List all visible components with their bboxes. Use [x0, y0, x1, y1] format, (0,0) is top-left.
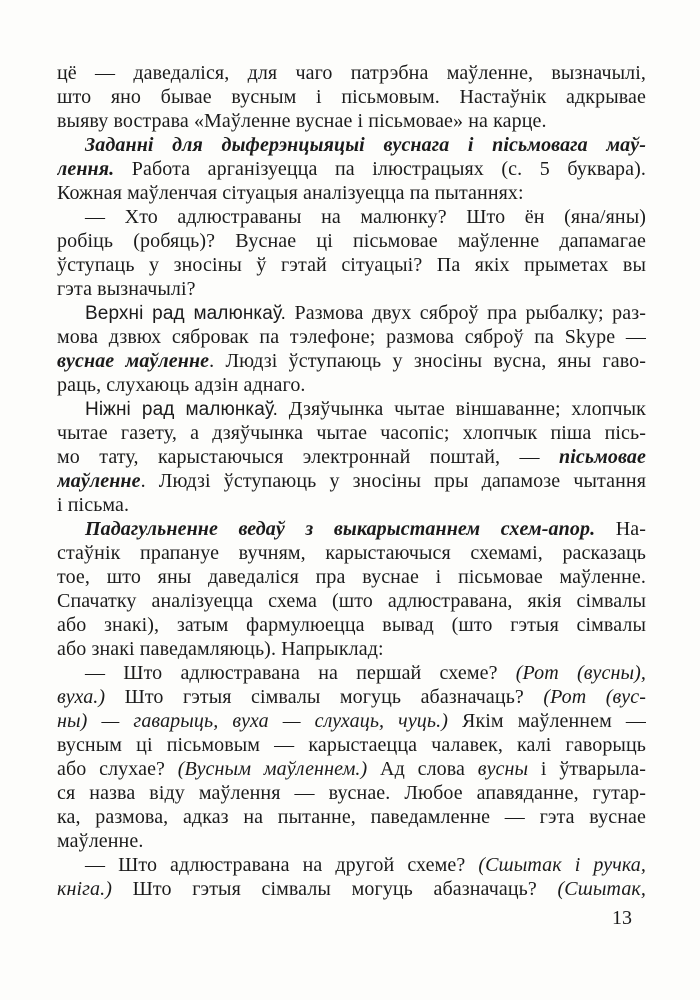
- text-line: [57, 469, 646, 493]
- text-line: [57, 133, 646, 157]
- text-run: што яно бывае вусным і пісьмовым. Настаўнік адкрывае: [57, 86, 646, 108]
- text-run: Што гэтыя сімвалы могуць абазначаць?: [105, 686, 544, 708]
- text-line: [57, 253, 646, 277]
- text-run: ся назва віду маўлення — вуснае. Любое апавяданне, гутар-: [57, 782, 646, 804]
- text-run: лення.: [57, 158, 115, 180]
- text-line: [57, 397, 646, 421]
- text-run: маўленне.: [57, 830, 144, 852]
- text-run: пісьмовае: [559, 446, 646, 468]
- text-line: [57, 853, 646, 877]
- text-run: вусным ці пісьмовым — карыстаецца чалавек, калі гаворыць: [57, 734, 646, 756]
- text-line: [57, 733, 646, 757]
- text-line: [57, 661, 646, 685]
- text-run: На-: [595, 518, 646, 540]
- text-line: [57, 205, 646, 229]
- text-run: Падагульненне ведаў з выкарыстаннем схем-апор.: [85, 518, 596, 540]
- text-run: або знакі), затым фармулюецца вывад (што гэтыя сімвалы: [57, 614, 646, 636]
- text-run: ка, размова, адказ на пытанне, паведамленне — гэта вуснае: [57, 806, 646, 828]
- text-run: — Што адлюстравана на другой схеме?: [85, 854, 479, 876]
- text-run: Заданні для дыферэнцыяцыі вуснага і пісьмовага маў-: [85, 134, 646, 156]
- text-line: [57, 757, 646, 781]
- text-line: [57, 349, 646, 373]
- text-line: [57, 637, 646, 661]
- text-line: [57, 805, 646, 829]
- text-run: чытае газету, а дзяўчынка чытае часопіс; хлопчык піша пісь-: [57, 422, 646, 444]
- text-run: — Хто адлюстраваны на малюнку? Што ён (яна/яны): [85, 206, 646, 228]
- text-run: цё — даведаліся, для чаго патрэбна маўленне, вызначылі,: [57, 62, 646, 84]
- text-line: [57, 445, 646, 469]
- text-run: Што гэтыя сімвалы могуць абазначаць?: [112, 878, 558, 900]
- text-run: Кожная маўленчая сітуацыя аналізуецца па пытаннях:: [57, 182, 524, 204]
- text-run: Размова двух сяброў пра рыбалку; раз-: [285, 302, 646, 324]
- text-line: [57, 181, 646, 205]
- text-run: або слухае?: [57, 758, 178, 780]
- text-run: мова дзвюх сябровак па тэлефоне; размова сяброў па Skype —: [57, 326, 646, 348]
- text-line: [57, 229, 646, 253]
- text-line: [57, 781, 646, 805]
- text-run: выяву вострава «Маўленне вуснае і пісьмовае» на карце.: [57, 110, 547, 132]
- text-run: і пісьма.: [57, 494, 130, 516]
- text-run: мо тату, карыстаючыся электроннай поштай, —: [57, 446, 560, 468]
- text-run: Ніжні рад малюнкаў.: [85, 399, 278, 420]
- text-run: Якім маўленнем —: [447, 710, 646, 732]
- text-line: [57, 277, 646, 301]
- text-run: (Вусным маўленнем.): [177, 758, 368, 780]
- text-line: [57, 877, 646, 901]
- text-line: [57, 685, 646, 709]
- text-run: вуснае маўленне: [57, 350, 210, 372]
- text-line: [57, 517, 646, 541]
- page-text: [57, 61, 646, 901]
- text-line: [57, 421, 646, 445]
- text-run: і ўтварыла-: [528, 758, 646, 780]
- text-run: — Што адлюстравана на першай схеме?: [85, 662, 516, 684]
- text-run: ны) — гаварыць, вуха — слухаць, чуць.): [57, 710, 448, 732]
- text-line: [57, 61, 646, 85]
- text-run: раць, слухаюць адзін аднаго.: [57, 374, 306, 396]
- text-line: [57, 709, 646, 733]
- text-run: тое, што яны даведаліся пра вуснае і пісьмовае маўленне.: [57, 566, 646, 588]
- text-run: робіць (робяць)? Вуснае ці пісьмовае маўленне дапамагае: [57, 230, 646, 252]
- text-run: Работа арганізуецца па ілюстрацыях (с. 5 буквара).: [114, 158, 646, 180]
- text-run: . Людзі ўступаюць у зносіны пры дапамозе чытання: [140, 470, 646, 492]
- text-run: (Сшытак і ручка,: [478, 854, 646, 876]
- text-line: [57, 541, 646, 565]
- text-run: маўленне: [57, 470, 141, 492]
- text-run: вусны: [477, 758, 529, 780]
- text-line: [57, 301, 646, 325]
- text-line: [57, 109, 646, 133]
- text-run: ўступаць у зносіны ў гэтай сітуацыі? Па якіх прыметах вы: [57, 254, 646, 276]
- text-run: (Сшытак,: [557, 878, 646, 900]
- text-line: [57, 589, 646, 613]
- text-run: Спачатку аналізуецца схема (што адлюстравана, якія сімвалы: [57, 590, 646, 612]
- text-run: Ад слова: [367, 758, 478, 780]
- text-run: стаўнік прапануе вучням, карыстаючыся схемамі, расказаць: [57, 542, 646, 564]
- text-run: вуха.): [57, 686, 106, 708]
- text-run: . Людзі ўступаюць у зносіны вусна, яны гаво-: [209, 350, 646, 372]
- text-run: Дзяўчынка чытае віншаванне; хлопчык: [278, 398, 646, 420]
- text-run: Верхні рад малюнкаў.: [85, 303, 286, 324]
- text-run: кніга.): [57, 878, 112, 900]
- text-run: (Рот (вусны),: [515, 662, 646, 684]
- text-run: (Рот (вус-: [543, 686, 646, 708]
- text-line: [57, 829, 646, 853]
- page-number: 13: [612, 907, 632, 929]
- text-line: [57, 373, 646, 397]
- text-line: [57, 85, 646, 109]
- text-line: [57, 157, 646, 181]
- text-line: [57, 493, 646, 517]
- text-line: [57, 565, 646, 589]
- text-run: гэта вызначылі?: [57, 278, 196, 300]
- text-run: або знакі паведамляюць). Напрыклад:: [57, 638, 384, 660]
- text-line: [57, 325, 646, 349]
- text-line: [57, 613, 646, 637]
